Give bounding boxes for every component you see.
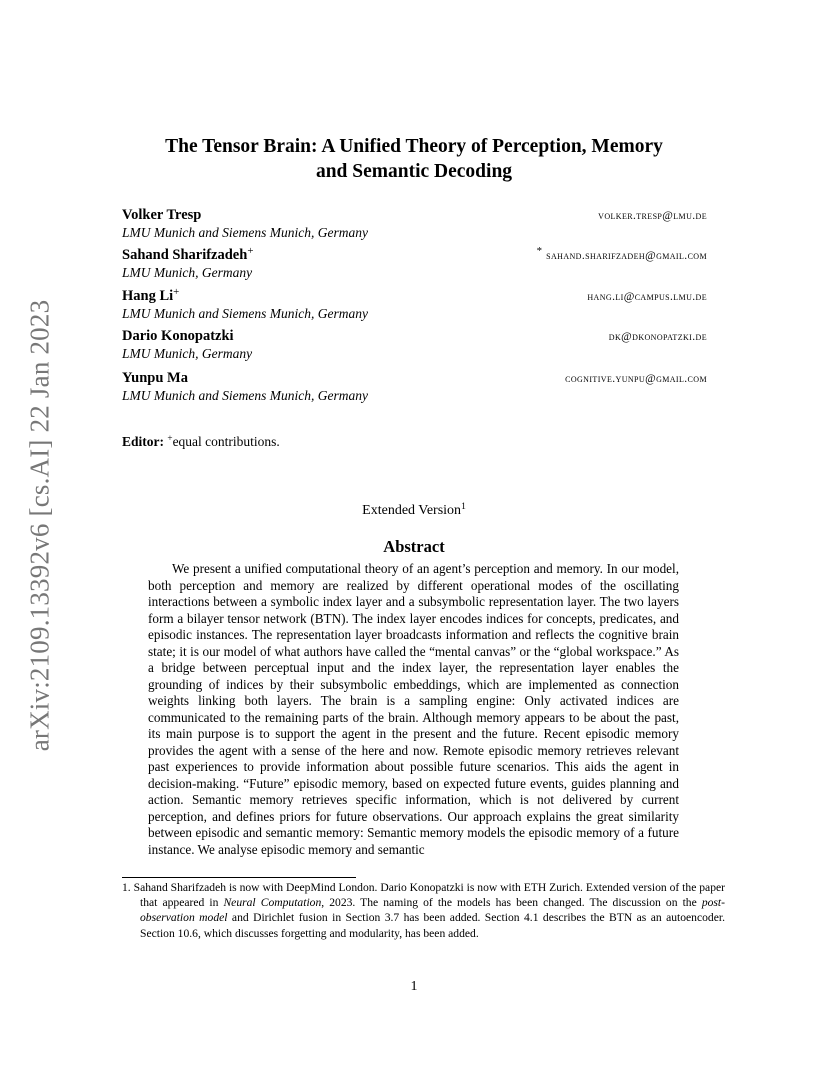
editor-note [122,434,280,450]
author-email[interactable]: volker.tresp@lmu.de [598,210,707,222]
arxiv-sidebar [18,296,62,754]
arxiv-identifier: arXiv:2109.13392v6 [cs.AI] 22 Jan 2023 [24,299,55,751]
author-block [122,206,707,241]
footnote-text-1: Sahand Sharifzadeh is now with DeepMind London. Dario Konopatzki is now with ETH Zurich. Extended version of the paper that appeared in [133,881,725,910]
footnote-mark[interactable]: 1 [461,502,466,512]
author-name: Sahand Sharifzadeh+ [122,245,254,263]
editor-label: Editor: [122,434,164,449]
author-block [122,246,707,281]
author-affiliation: LMU Munich, Germany [122,346,253,361]
footnote-model-name: post-observation model [140,896,725,925]
email-footnote-mark: * [536,245,543,257]
extended-version-note [0,503,828,519]
footnote-text-3: and Dirichlet fusion in Section 3.7 has been added. Section 4.1 describes the BTN as an autoencoder. Section 10.6, which discusses forgetting and modularity, has been added. [140,911,725,940]
extended-version-text: Extended Version [362,503,462,518]
title-line-1: The Tensor Brain: A Unified Theory of Perception, Memory [165,136,663,157]
editor-text: equal contributions. [172,434,280,449]
page-number: 1 [410,979,418,994]
author-block [122,287,707,322]
author-email[interactable]: cognitive.yunpu@gmail.com [565,373,707,385]
author-name: Dario Konopatzki [122,328,234,344]
abstract-heading: Abstract [383,537,445,556]
title-line-2: and Semantic Decoding [315,161,513,182]
equal-contribution-mark: + [247,245,254,257]
footnote-journal: Neural Computation [223,896,322,910]
author-block [122,327,707,362]
abstract-body: We present a unified computational theory of an agent’s perception and memory. In our model, both perception and memory are realized by different operational modes of the oscillating interactions between a symbolic index layer and a subsymbolic representation layer. The two layers form a bilayer tensor network (BTN). The index layer encodes indices for concepts, predicates, and episodic instances. The representation layer broadcasts information and reflects the cognitive brain state; it is our model of what authors have called the “mental canvas” or the “global workspace.” As a bridge between perceptual input and the index layer, the representation layer enables the grounding of indices by their subsymbolic embeddings, which are implemented as connection weights linking both layers. The brain is a sampling engine: Only activated indices are communicated to the remaining parts of the brain. Although memory appears to be about the past, its main purpose is to support the agent in the present and the future. Recent episodic memory provides the agent with a sense of the here and now. Remote episodic memory retrieves relevant past experiences to provide information about possible future scenarios. This aids the agent in decision-making. “Future” episodic memory, based on expected future events, guides planning and action. Semantic memory retrieves specific information, which is not delivered by current perception, and defines priors for future observations. Our approach explains the great similarity between episodic and semantic memory: Semantic memory models the episodic memory of a future instance. We analyse episodic memory and semantic [148,561,679,857]
paper-title [110,134,718,184]
author-name: Volker Tresp [122,207,202,223]
author-block [122,369,707,404]
footnote-number: 1. [122,881,131,894]
author-affiliation: LMU Munich and Siemens Munich, Germany [122,306,368,321]
author-name: Yunpu Ma [122,370,188,386]
author-affiliation: LMU Munich, Germany [122,265,253,280]
footnote-divider [122,877,356,878]
footnote [122,880,725,941]
author-email[interactable]: sahand.sharifzadeh@gmail.com [546,250,707,262]
author-email-wrap [537,246,707,264]
author-affiliation: LMU Munich and Siemens Munich, Germany [122,225,368,240]
author-affiliation: LMU Munich and Siemens Munich, Germany [122,388,368,403]
author-name: Hang Li+ [122,286,180,304]
equal-contribution-mark: + [167,433,173,443]
footnote-text-2: , 2023. The naming of the models has been changed. The discussion on the [321,896,702,910]
author-email[interactable]: hang.li@campus.lmu.de [587,291,707,303]
equal-contribution-mark: + [173,286,180,298]
author-email[interactable]: dk@dkonopatzki.de [608,331,707,343]
